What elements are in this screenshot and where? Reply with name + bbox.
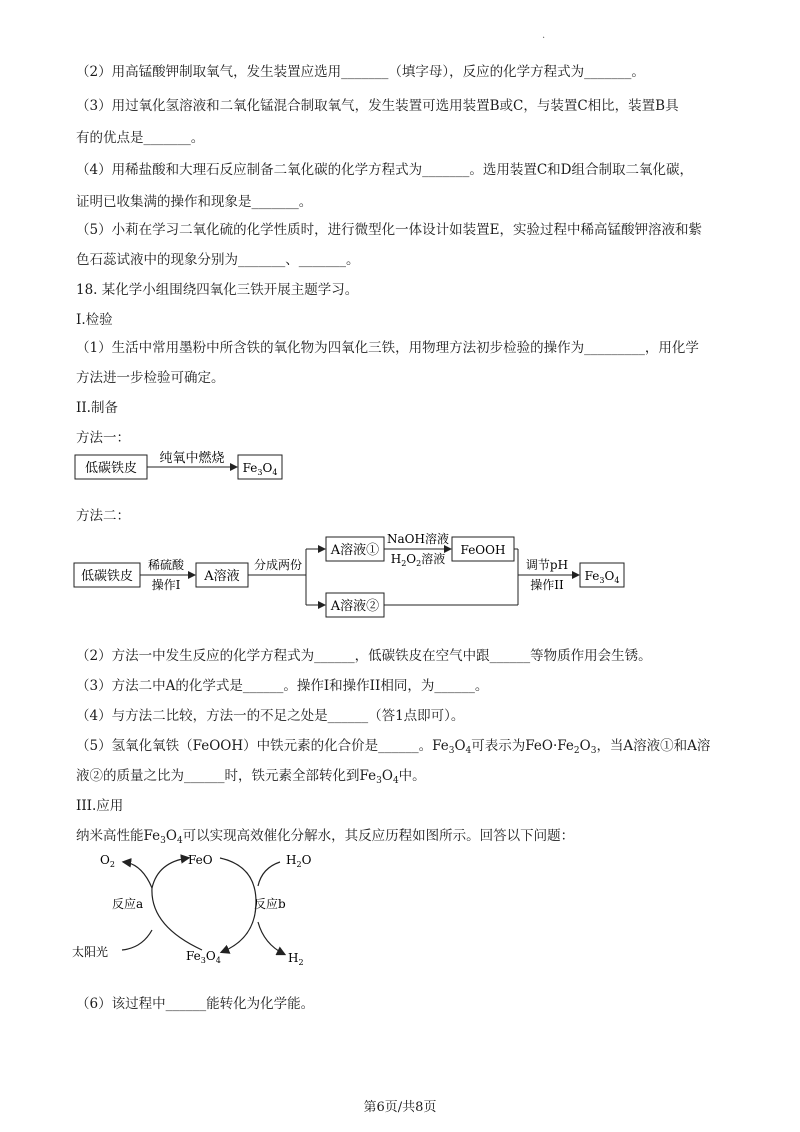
burn-arrow-head	[230, 463, 238, 471]
method-1-label: 方法一：	[76, 430, 130, 446]
acid-arrow-head	[188, 571, 196, 579]
method-2-label: 方法二：	[76, 508, 130, 524]
cycle-arc-right-upper	[258, 862, 280, 886]
cycle-arc-right	[220, 858, 256, 952]
method-2-diagram	[70, 526, 640, 626]
question-17-3-line2: 有的优点是_______。	[76, 130, 205, 146]
lower-branch-head	[318, 601, 326, 609]
reaction-b-label: 反应b	[254, 897, 286, 911]
application-intro: 纳米高性能$Fe_3O_4$可以实现高效催化分解水，其反应历程如图所示。回答以下问题：	[76, 828, 575, 846]
question-17-2: （2）用高锰酸钾制取氧气，发生装置应选用_______（填字母），反应的化学方程式为_______。	[76, 64, 645, 80]
feo-label: FeO	[188, 853, 213, 867]
page-dot: .	[542, 30, 546, 41]
catalysis-cycle-diagram	[70, 846, 350, 976]
h2o2-label: $H_2O_2$溶液	[390, 552, 446, 568]
cycle-arc-left-upper	[124, 862, 152, 888]
operation-2-label: 操作II	[530, 578, 564, 592]
page-number: 第6页/共8页	[363, 1100, 437, 1115]
a-solution-label: A溶液	[204, 569, 240, 584]
method-1-diagram	[70, 448, 300, 488]
question-18-title: 18. 某化学小组围绕四氧化三铁开展主题学习。	[76, 282, 359, 298]
section-3-heading: III.应用	[76, 798, 124, 814]
feooh-label: FeOOH	[460, 543, 506, 557]
ph-label: 调节pH	[525, 558, 569, 572]
fe3o4-label-2: $Fe_3O_4$	[584, 569, 620, 585]
question-18-1-line2: 方法进一步检验可确定。	[76, 370, 225, 386]
naoh-label: NaOH溶液	[387, 532, 449, 546]
question-17-4-line1: （4）用稀盐酸和大理石反应制备二氧化碳的化学方程式为_______。选用装置C和D组合制取二氧化碳，	[76, 162, 693, 178]
question-18-3: （3）方法二中A的化学式是______。操作I和操作II相同，为______。	[76, 678, 489, 694]
question-18-4: （4）与方法二比较，方法一的不足之处是______（答1点即可）。	[76, 708, 465, 724]
question-17-4-line2: 证明已收集满的操作和现象是_______。	[76, 194, 313, 210]
fe3o4-label-1: $Fe_3O_4$	[242, 461, 278, 477]
ph-arrow-head	[572, 571, 580, 579]
section-1-heading: I.检验	[76, 312, 113, 328]
h2o-label: $H_2O$	[286, 853, 312, 869]
a-solution-2-label: A溶液②	[330, 599, 380, 614]
question-18-5-line2: 液②的质量之比为______时，铁元素全部转化到$Fe_3O_4$中。	[76, 768, 426, 786]
question-18-1-line1: （1）生活中常用墨粉中所含铁的氧化物为四氧化三铁，用物理方法初步检验的操作为_________，用化学	[76, 340, 699, 356]
acid-label: 稀硫酸	[147, 558, 185, 572]
cycle-arc-left	[152, 858, 202, 950]
cycle-arc-left-lower	[122, 930, 152, 950]
iron-sheet-label: 低碳铁皮	[84, 461, 138, 476]
question-18-6: （6）该过程中______能转化为化学能。	[76, 996, 315, 1012]
operation-1-label: 操作I	[151, 578, 181, 592]
o2-label: $O_2$	[100, 853, 115, 869]
fe3o4-label-3: $Fe_3O_4$	[186, 949, 221, 965]
a-solution-1-label: A溶液①	[330, 543, 380, 558]
reaction-a-label: 反应a	[112, 897, 144, 911]
h2-label: $H_2$	[288, 951, 304, 967]
burn-arrow-label: 纯氧中燃烧	[159, 451, 225, 466]
section-2-heading: II.制备	[76, 400, 118, 416]
iron-sheet-label-2: 低碳铁皮	[80, 569, 134, 584]
upper-branch-head	[318, 545, 326, 553]
cycle-arc-right-lower	[258, 922, 284, 954]
sunlight-label: 太阳光	[72, 945, 109, 959]
split-label: 分成两份	[253, 558, 303, 572]
question-17-3-line1: （3）用过氧化氢溶液和二氧化锰混合制取氧气，发生装置可选用装置B或C，与装置C相比，装置B具	[76, 98, 679, 114]
question-18-2: （2）方法一中发生反应的化学方程式为______，低碳铁皮在空气中跟______等物质作用会生锈。	[76, 648, 652, 664]
question-18-5-line1: （5）氢氧化氧铁（FeOOH）中铁元素的化合价是______。$Fe_3O_4$可表示为$FeO\cdot Fe_2O_3$，当A溶液①和A溶	[76, 738, 711, 756]
question-17-5-line1: （5）小莉在学习二氧化硫的化学性质时，进行微型化一体设计如装置E，实验过程中稀高锰酸钾溶液和紫	[76, 222, 702, 238]
question-17-5-line2: 色石蕊试液中的现象分别为_______、_______。	[76, 252, 360, 268]
